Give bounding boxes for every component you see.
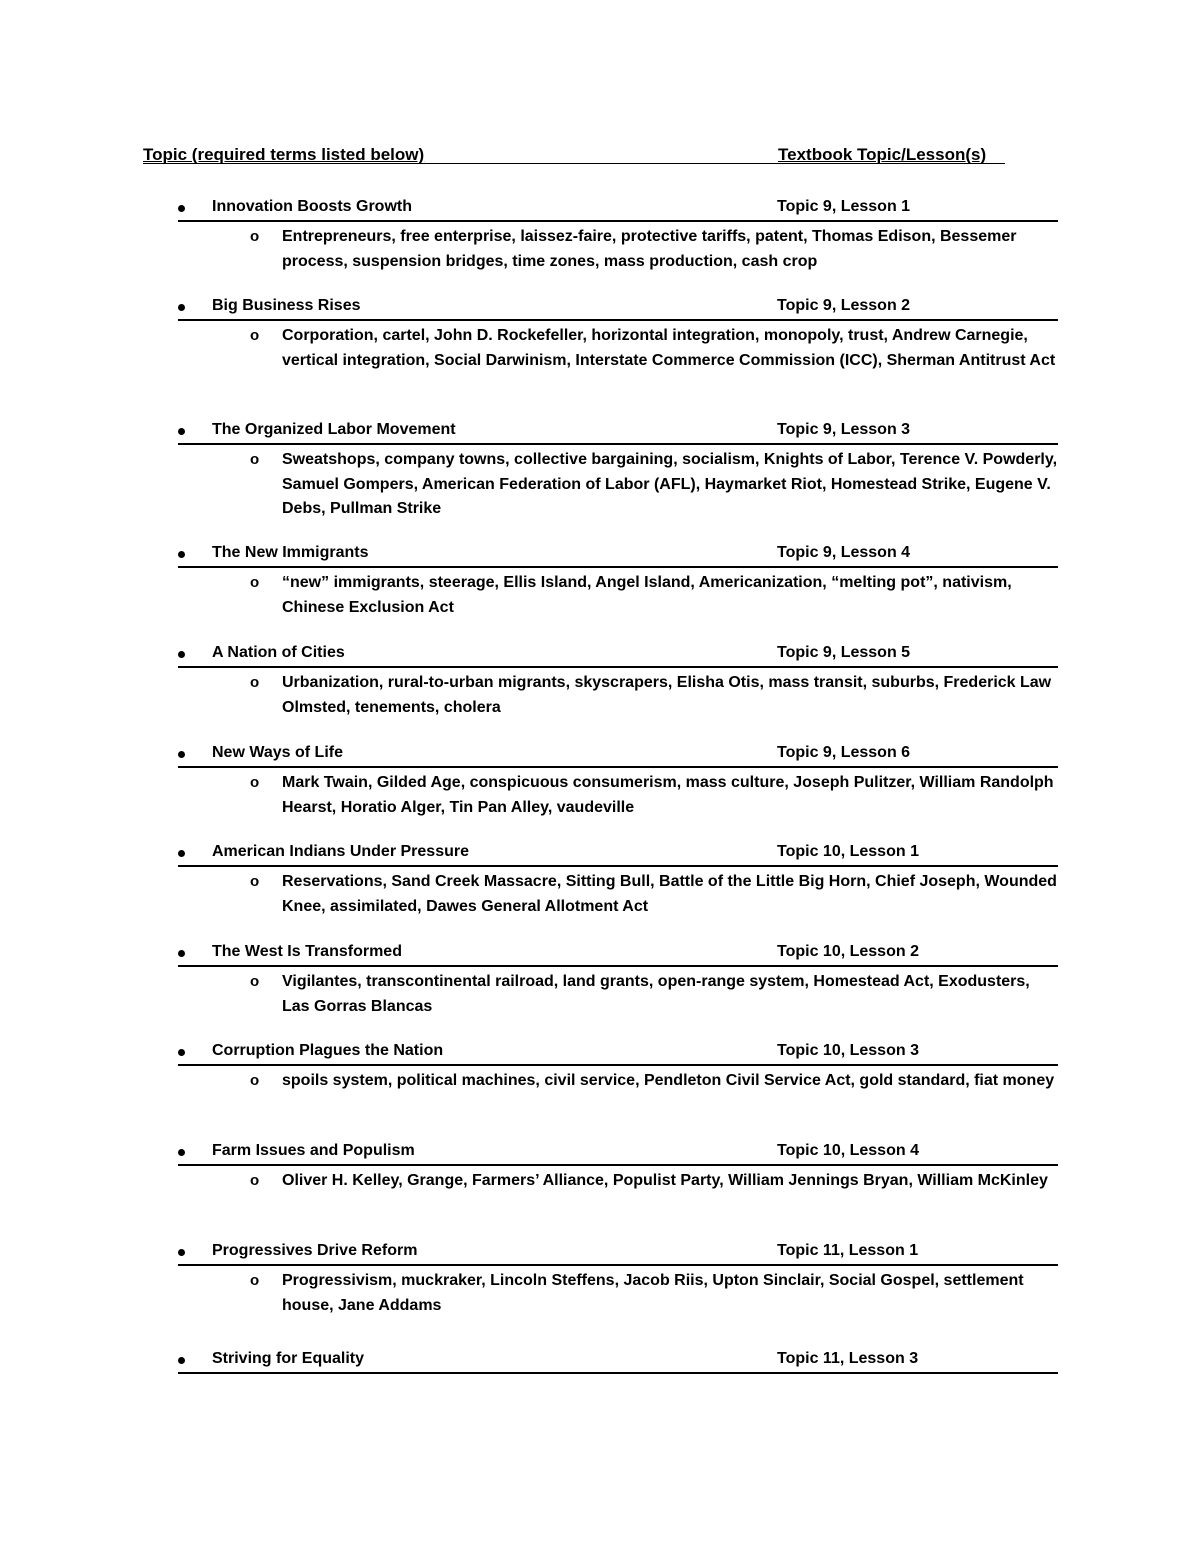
terms-row	[178, 1069, 1058, 1094]
bullet-icon	[178, 751, 185, 758]
topic-row	[178, 841, 1058, 867]
topic-title: Corruption Plagues the Nation	[212, 1042, 444, 1059]
topic-terms: Corporation, cartel, John D. Rockefeller, horizontal integration, monopoly, trust, Andrew Carnegie, vertical integration, Social Darwinism, Interstate Commerce Commission (ICC), Sherman Antitrust Act	[282, 327, 1056, 369]
topic-row	[178, 1348, 1058, 1374]
topic-row	[178, 1140, 1058, 1166]
topic-terms: Sweatshops, company towns, collective bargaining, socialism, Knights of Labor, Terence V. Powderly, Samuel Gompers, American Federation of Labor (AFL), Haymarket Riot, Homestead Strike, Eugene V. Debs, Pullman Strike	[282, 451, 1058, 517]
sub-bullet-icon: o	[250, 674, 260, 691]
header-topic-label: Topic (required terms listed below)	[143, 145, 425, 164]
topic-item	[178, 642, 1058, 720]
topic-terms: Vigilantes, transcontinental railroad, land grants, open-range system, Homestead Act, Exodusters, Las Gorras Blancas	[282, 973, 1030, 1015]
topic-row	[178, 295, 1058, 321]
topic-row	[178, 196, 1058, 222]
topic-terms: Progressivism, muckraker, Lincoln Steffens, Jacob Riis, Upton Sinclair, Social Gospel, settlement house, Jane Addams	[282, 1272, 1024, 1314]
topic-lesson: Topic 10, Lesson 1	[777, 843, 919, 860]
topic-terms: Oliver H. Kelley, Grange, Farmers’ Alliance, Populist Party, William Jennings Bryan, William McKinley	[282, 1172, 1048, 1189]
terms-row	[178, 970, 1058, 1019]
topic-row	[178, 1240, 1058, 1266]
topic-row	[178, 542, 1058, 568]
topic-item	[178, 196, 1058, 274]
topic-terms: Mark Twain, Gilded Age, conspicuous consumerism, mass culture, Joseph Pulitzer, William Randolph Hearst, Horatio Alger, Tin Pan Alley, vaudeville	[282, 774, 1054, 816]
terms-row	[178, 324, 1058, 373]
topic-item	[178, 1348, 1058, 1374]
sub-bullet-icon: o	[250, 228, 260, 245]
topic-terms: “new” immigrants, steerage, Ellis Island, Angel Island, Americanization, “melting pot”, nativism, Chinese Exclusion Act	[282, 574, 1012, 616]
topic-title: The Organized Labor Movement	[212, 421, 456, 438]
terms-row	[178, 225, 1058, 274]
sub-bullet-icon: o	[250, 1072, 260, 1089]
topic-row	[178, 1040, 1058, 1066]
topic-lesson: Topic 9, Lesson 5	[777, 644, 911, 661]
topic-item	[178, 841, 1058, 919]
topic-title: Farm Issues and Populism	[212, 1142, 415, 1159]
bullet-icon	[178, 1149, 185, 1156]
topic-item	[178, 941, 1058, 1019]
topic-item	[178, 1140, 1058, 1194]
bullet-icon	[178, 304, 185, 311]
topic-item	[178, 1040, 1058, 1094]
sub-bullet-icon: o	[250, 774, 260, 791]
terms-row	[178, 1169, 1058, 1194]
topic-row	[178, 419, 1058, 445]
terms-row	[178, 1269, 1058, 1318]
terms-row	[178, 870, 1058, 919]
topic-lesson: Topic 9, Lesson 2	[777, 297, 911, 314]
bullet-icon	[178, 1357, 185, 1364]
sub-bullet-icon: o	[250, 451, 260, 468]
header-lesson-label: Textbook Topic/Lesson(s)	[778, 145, 987, 164]
topic-title: New Ways of Life	[212, 744, 343, 761]
bullet-icon	[178, 1049, 185, 1056]
topic-title: Progressives Drive Reform	[212, 1242, 418, 1259]
sub-bullet-icon: o	[250, 1172, 260, 1189]
topic-row	[178, 941, 1058, 967]
topic-title: A Nation of Cities	[212, 644, 345, 661]
topic-terms: Urbanization, rural-to-urban migrants, skyscrapers, Elisha Otis, mass transit, suburbs, Frederick Law Olmsted, tenements, cholera	[282, 674, 1052, 716]
bullet-icon	[178, 551, 185, 558]
topic-title: American Indians Under Pressure	[212, 843, 469, 860]
sub-bullet-icon: o	[250, 873, 260, 890]
topic-terms: Reservations, Sand Creek Massacre, Sitting Bull, Battle of the Little Big Horn, Chief Joseph, Wounded Knee, assimilated, Dawes General Allotment Act	[282, 873, 1057, 915]
terms-row	[178, 771, 1058, 820]
bullet-icon	[178, 850, 185, 857]
header-underline	[143, 163, 1005, 164]
sub-bullet-icon: o	[250, 327, 260, 344]
topic-title: The New Immigrants	[212, 544, 369, 561]
bullet-icon	[178, 651, 185, 658]
sub-bullet-icon: o	[250, 973, 260, 990]
bullet-icon	[178, 205, 185, 212]
topic-lesson: Topic 9, Lesson 1	[777, 198, 911, 215]
table-header	[143, 145, 1143, 167]
topic-lesson: Topic 9, Lesson 4	[777, 544, 911, 561]
topic-terms: spoils system, political machines, civil service, Pendleton Civil Service Act, gold standard, fiat money	[282, 1072, 1055, 1089]
topic-lesson: Topic 10, Lesson 4	[777, 1142, 919, 1159]
bullet-icon	[178, 428, 185, 435]
topic-item	[178, 419, 1058, 522]
topic-lesson: Topic 10, Lesson 2	[777, 943, 919, 960]
topic-row	[178, 642, 1058, 668]
sub-bullet-icon: o	[250, 574, 260, 591]
topic-lesson: Topic 9, Lesson 6	[777, 744, 911, 761]
topic-title: The West Is Transformed	[212, 943, 402, 960]
bullet-icon	[178, 950, 185, 957]
topic-terms: Entrepreneurs, free enterprise, laissez-faire, protective tariffs, patent, Thomas Edison, Bessemer process, suspension bridges, time zones, mass production, cash crop	[282, 228, 1017, 270]
topic-lesson: Topic 10, Lesson 3	[777, 1042, 919, 1059]
topic-title: Big Business Rises	[212, 297, 361, 314]
topic-title: Striving for Equality	[212, 1350, 365, 1367]
bullet-icon	[178, 1249, 185, 1256]
terms-row	[178, 571, 1058, 620]
topic-item	[178, 295, 1058, 373]
topic-item	[178, 742, 1058, 820]
topic-lesson: Topic 9, Lesson 3	[777, 421, 911, 438]
topic-item	[178, 542, 1058, 620]
terms-row	[178, 671, 1058, 720]
sub-bullet-icon: o	[250, 1272, 260, 1289]
topic-lesson: Topic 11, Lesson 3	[777, 1350, 919, 1367]
topic-title: Innovation Boosts Growth	[212, 198, 412, 215]
topic-item	[178, 1240, 1058, 1318]
terms-row	[178, 448, 1058, 522]
topic-lesson: Topic 11, Lesson 1	[777, 1242, 919, 1259]
topic-row	[178, 742, 1058, 768]
